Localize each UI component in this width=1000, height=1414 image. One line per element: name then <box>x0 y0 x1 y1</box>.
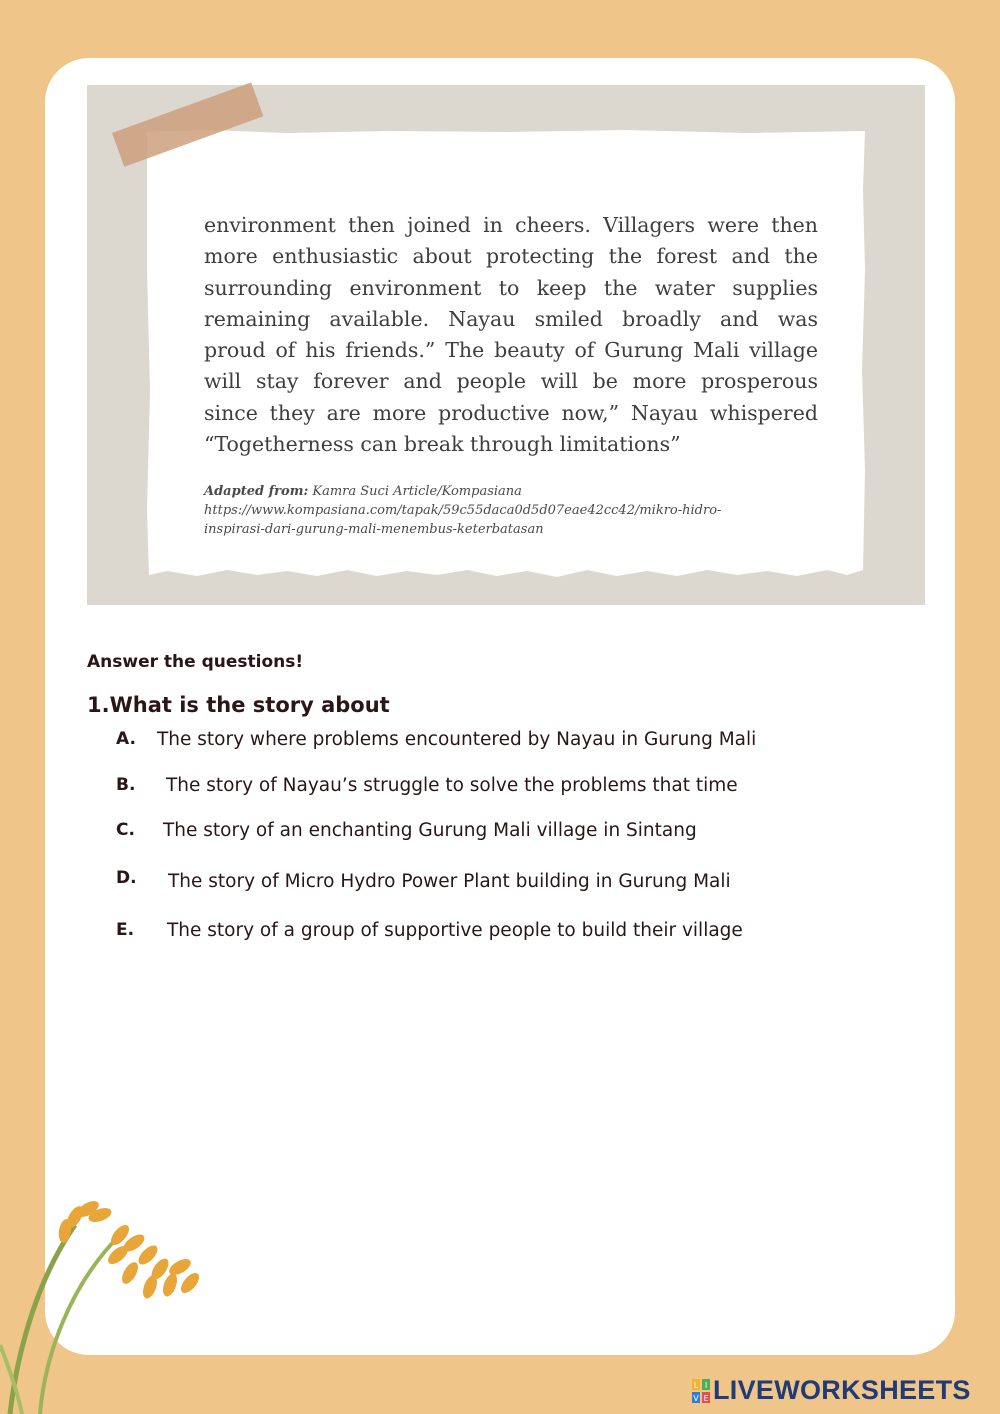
excerpt-line: surrounding environment to keep the water supplies <box>204 275 818 300</box>
source-citation <box>204 482 824 539</box>
option-letter: E. <box>116 920 135 940</box>
excerpt-line: proud of his friends.” The beauty of Gurung Mali village <box>204 338 818 363</box>
excerpt-line: remaining available. Nayau smiled broadly and was <box>204 306 818 331</box>
option-letter: C. <box>116 820 135 840</box>
source-url-line-1: https://www.kompasiana.com/tapak/59c55daca0d5d07eae42cc42/mikro-hidro- <box>204 503 722 518</box>
story-excerpt <box>204 210 818 460</box>
logo-letter-l: L <box>693 1381 699 1390</box>
option-text: The story of Nayau’s struggle to solve the problems that time <box>166 775 738 796</box>
source-line <box>204 482 824 501</box>
excerpt-line: since they are more productive now,” Nayau whispered <box>204 400 818 425</box>
option-text: The story of Micro Hydro Power Plant building in Gurung Mali <box>168 871 731 892</box>
excerpt-line: will stay forever and people will be more prosperous <box>204 369 818 394</box>
excerpt-line: more enthusiastic about protecting the forest and the <box>204 244 818 269</box>
rice-plant-decoration <box>0 1195 210 1414</box>
option-text: The story where problems encountered by Nayau in Gurung Mali <box>157 729 757 750</box>
logo-letter-v: V <box>693 1394 699 1403</box>
brand-name: LIVEWORKSHEETS <box>713 1375 971 1405</box>
question-1: 1.What is the story about <box>87 693 390 717</box>
option-letter: A. <box>116 729 136 749</box>
option-text: The story of a group of supportive people to build their village <box>167 920 743 941</box>
source-value: Kamra Suci Article/Kompasiana <box>312 484 522 499</box>
source-url-line-2: inspirasi-dari-gurung-mali-menembus-keterbatasan <box>204 522 544 537</box>
source-label: Adapted from: <box>204 484 309 499</box>
excerpt-line: “Togetherness can break through limitations” <box>204 432 681 457</box>
liveworksheets-logo-icon <box>692 1379 710 1403</box>
option-letter: B. <box>116 775 136 795</box>
instructions: Answer the questions! <box>87 652 304 672</box>
excerpt-line: environment then joined in cheers. Villagers were then <box>204 213 818 237</box>
option-text: The story of an enchanting Gurung Mali village in Sintang <box>163 820 697 841</box>
logo-letter-i: I <box>704 1381 708 1390</box>
logo-letter-e: E <box>703 1394 709 1403</box>
option-letter: D. <box>116 868 137 888</box>
